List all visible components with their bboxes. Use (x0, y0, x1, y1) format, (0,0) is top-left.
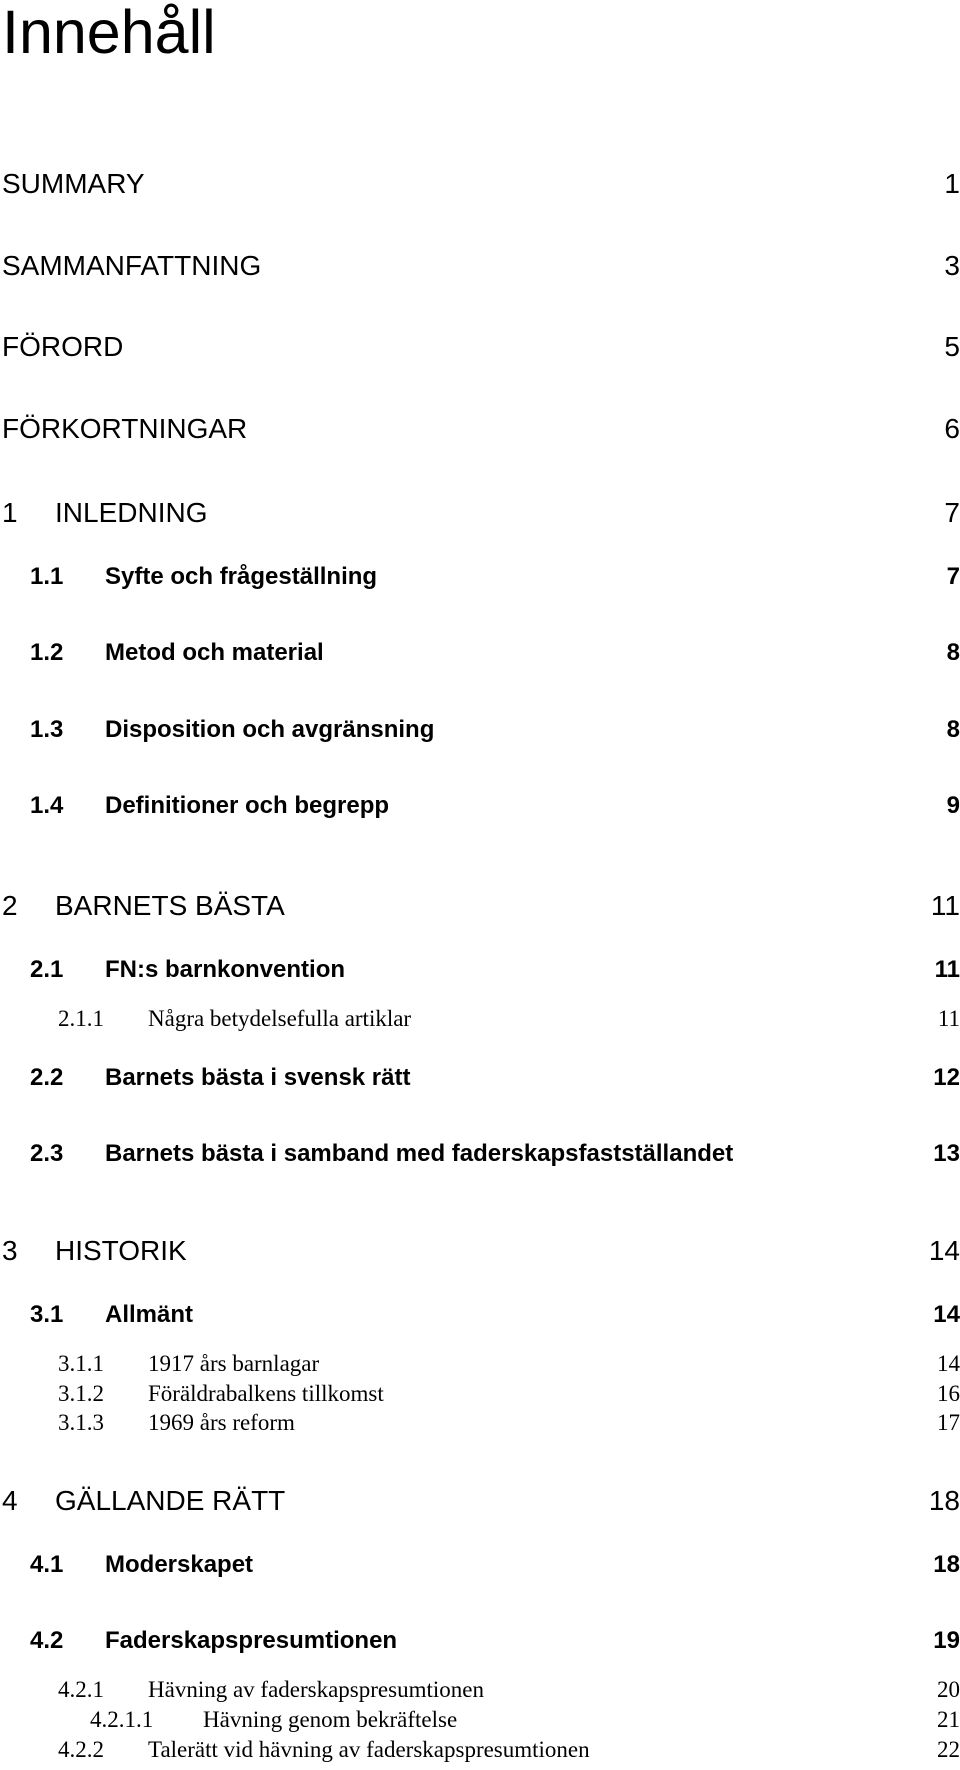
toc-entry-text: Barnets bästa i samband med faderskapsfastställandet (105, 1140, 734, 1167)
toc-entry-number: 1.4 (30, 792, 64, 819)
toc-entry-number: 4.1 (30, 1551, 64, 1578)
toc-entry-page: 3 (944, 250, 960, 281)
toc-entry-number: 4.2.1 (58, 1677, 104, 1702)
toc-entry-number: 4.2.2 (58, 1737, 104, 1762)
toc-entry-text: Moderskapet (105, 1551, 254, 1578)
toc-entry-number: 3.1.1 (58, 1351, 104, 1376)
toc-entry-page: 22 (937, 1737, 960, 1762)
toc-entry-page: 9 (946, 792, 960, 819)
toc-entry-page: 16 (937, 1381, 960, 1406)
toc-entry-text: SUMMARY (2, 168, 145, 199)
toc-entry-text: Faderskapspresumtionen (105, 1627, 398, 1654)
toc-entry-page: 8 (946, 639, 960, 666)
toc-entry-page: 7 (946, 563, 960, 590)
toc-entry-text: FN:s barnkonvention (105, 956, 346, 983)
toc-entry-page: 7 (944, 497, 960, 528)
toc-entry-text: Hävning av faderskapspresumtionen (148, 1677, 484, 1702)
toc-entry-number: 2.1.1 (58, 1006, 104, 1031)
toc-entry-text: Några betydelsefulla artiklar (148, 1006, 412, 1031)
toc-entry-page: 5 (944, 331, 960, 362)
toc-entry-text: FÖRKORTNINGAR (2, 413, 248, 444)
toc-entry-number: 3 (2, 1235, 18, 1266)
toc-entry-text: HISTORIK (55, 1235, 187, 1266)
toc-entry-page: 21 (937, 1707, 960, 1732)
toc-entry-text: BARNETS BÄSTA (55, 890, 285, 921)
toc-entry-page: 18 (933, 1551, 960, 1578)
toc-entry-number: 3.1.3 (58, 1410, 104, 1435)
toc-entry-text: Föräldrabalkens tillkomst (148, 1381, 384, 1406)
toc-entry-page: 6 (944, 413, 960, 444)
toc-entry-page: 11 (930, 890, 960, 921)
toc-entry-number: 1.2 (30, 639, 64, 666)
toc-entry-text: 1917 års barnlagar (148, 1351, 320, 1376)
toc-entry-page: 14 (928, 1235, 960, 1266)
toc-entry-page: 14 (933, 1301, 960, 1328)
toc-entry-number: 3.1.2 (58, 1381, 104, 1406)
toc-entry-text: GÄLLANDE RÄTT (55, 1485, 286, 1516)
toc-entry-number: 3.1 (30, 1301, 64, 1328)
toc-entry-page: 8 (946, 716, 960, 743)
toc-entry-number: 2.1 (30, 956, 64, 983)
toc-entry-page: 20 (937, 1677, 960, 1702)
toc-entry-page: 17 (937, 1410, 960, 1435)
toc-entry-page: 11 (937, 1006, 960, 1031)
toc-entry-text: Allmänt (105, 1301, 194, 1328)
toc-entry-number: 4 (2, 1485, 18, 1516)
toc-entry-text: INLEDNING (55, 497, 208, 528)
toc-entry-number: 1.1 (30, 563, 64, 590)
toc-entry-page: 12 (933, 1064, 960, 1091)
toc-entry-text: Barnets bästa i svensk rätt (105, 1064, 411, 1091)
toc-entry-number: 1.3 (30, 716, 64, 743)
toc-entry-page: 13 (933, 1140, 960, 1167)
toc-entry-text: Definitioner och begrepp (105, 792, 390, 819)
page-title: Innehåll (2, 0, 216, 66)
toc-entry-number: 2.3 (30, 1140, 64, 1167)
toc-entry-text: Disposition och avgränsning (105, 716, 435, 743)
toc-entry-text: Metod och material (105, 639, 324, 666)
toc-entry-text: Talerätt vid hävning av faderskapspresumtionen (148, 1737, 590, 1762)
toc-entry-page: 18 (928, 1485, 960, 1516)
toc-entry-text: SAMMANFATTNING (2, 250, 262, 281)
toc-entry-number: 1 (2, 497, 18, 528)
toc-entry-number: 4.2 (30, 1627, 64, 1654)
toc-entry-page: 19 (933, 1627, 960, 1654)
toc-entry-text: FÖRORD (2, 331, 124, 362)
toc-entry-text: Hävning genom bekräftelse (203, 1707, 458, 1732)
toc-entry-page: 14 (937, 1351, 960, 1376)
toc-entry-number: 2 (2, 890, 18, 921)
toc-entry-number: 4.2.1.1 (90, 1707, 154, 1732)
toc-entry-page: 11 (934, 956, 960, 983)
toc-entry-text: 1969 års reform (148, 1410, 295, 1435)
toc-entry-page: 1 (944, 168, 960, 199)
toc-entry-text: Syfte och frågeställning (105, 563, 378, 590)
toc-entry-number: 2.2 (30, 1064, 64, 1091)
